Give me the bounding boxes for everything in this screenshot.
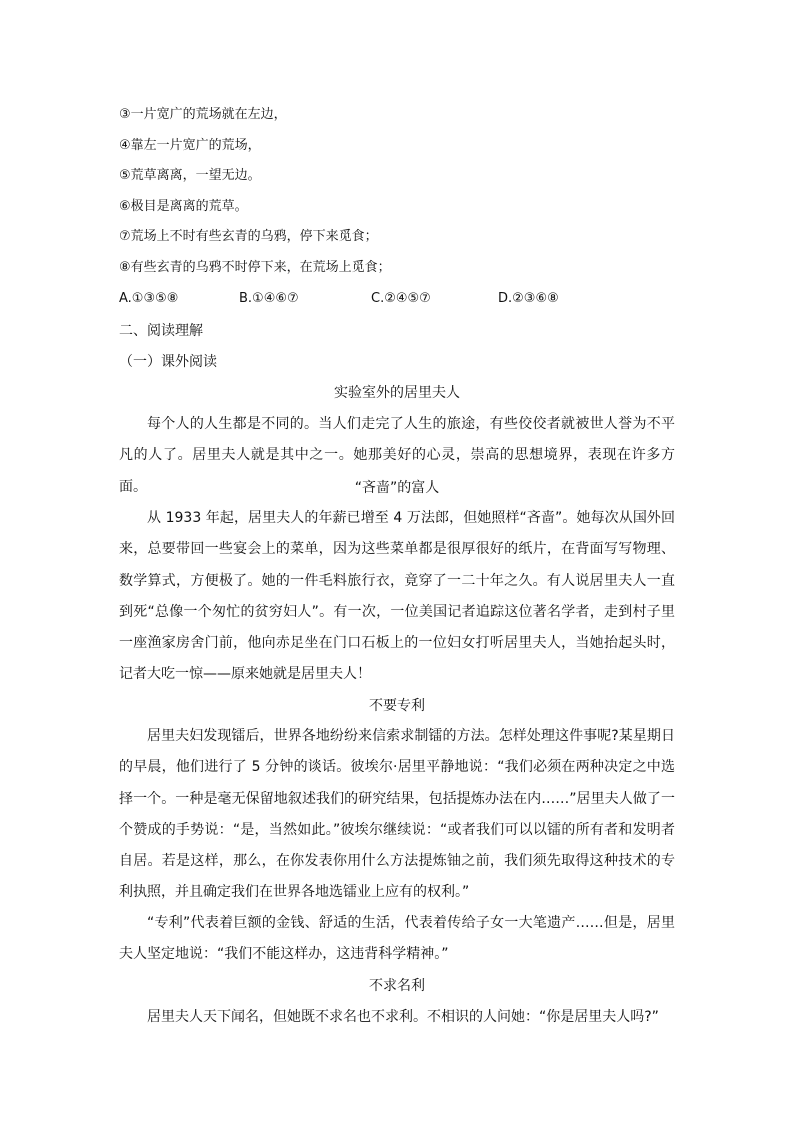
- option-item-3: ③一片宽广的荒场就在左边，: [119, 107, 287, 122]
- answer-choices: [119, 291, 679, 307]
- paragraph-stingy-rich: 从 1933 年起，居里夫人的年薪已增至 4 万法郎，但她照样“吝啬”。她每次从国外回来，总要带回一些宴会上的菜单，因为这些菜单都是很厚很好的纸片，在背面写写物理、数学算式，方便极了。她的一件毛料旅行衣，竟穿了一二十年之久。有人说居里夫人一直到死“总像一个匆忙的贫穷妇人”。有一次，一位美国记者追踪这位著名学者，走到村子里一座渔家房舍门前，他向赤足坐在门口石板上的一位妇女打听居里夫人，当她抬起头时，记者大吃一惊——原来她就是居里夫人！: [119, 510, 675, 683]
- section-heading: 二、阅读理解: [119, 323, 203, 339]
- article-title: 实验室外的居里夫人: [334, 385, 460, 401]
- subheading-no-patent: 不要专利: [369, 698, 425, 714]
- choice-c: C.②④⑤⑦: [371, 291, 431, 306]
- paragraph-patent-meaning: “专利”代表着巨额的金钱、舒适的生活，代表着传给子女一大笔遗产……但是，居里夫人坚定地说：“我们不能这样办，这违背科学精神。”: [119, 915, 675, 963]
- choice-a: A.①③⑤⑧: [119, 291, 179, 306]
- option-item-8: ⑧有些玄青的乌鸦不时停下来，在荒场上觅食；: [119, 260, 391, 275]
- section-subheading: （一）课外阅读: [119, 354, 217, 370]
- option-item-4: ④靠左一片宽广的荒场，: [119, 138, 261, 153]
- subheading-no-fame: 不求名利: [369, 978, 425, 994]
- choice-b: B.①④⑥⑦: [239, 291, 299, 306]
- paragraph-no-patent: 居里夫妇发现镭后，世界各地纷纷来信索求制镭的方法。怎样处理这件事呢?某星期日的早晨，他们进行了 5 分钟的谈话。彼埃尔·居里平静地说：“我们必须在两种决定之中选择一个。一种是毫无保留地叙述我们的研究结果，包括提炼办法在内……”居里夫人做了一个赞成的手势说：“是，当然如此。”彼埃尔继续说：“或者我们可以以镭的所有者和发明者自居。若是这样，那么，在你发表你用什么方法提炼铀之前，我们须先取得这种技术的专利执照，并且确定我们在世界各地选镭业上应有的权利。”: [119, 728, 675, 901]
- paragraph-no-fame: 居里夫人天下闻名，但她既不求名也不求利。不相识的人问她：“你是居里夫人吗?”: [147, 1009, 659, 1025]
- option-item-6: ⑥极目是离离的荒草。: [119, 199, 248, 214]
- option-item-5: ⑤荒草离离，一望无边。: [119, 168, 261, 183]
- option-item-7: ⑦荒场上不时有些玄青的乌鸦，停下来觅食；: [119, 229, 378, 244]
- choice-d: D.②③⑥⑧: [498, 291, 559, 306]
- intro-paragraph: 每个人的人生都是不同的。当人们走完了人生的旅途，有些佼佼者就被世人誉为不平凡的人了。居里夫人就是其中之一。她那美好的心灵，崇高的思想境界，表现在许多方面。: [119, 416, 675, 495]
- subheading-stingy-rich: “吝啬”的富人: [354, 480, 440, 496]
